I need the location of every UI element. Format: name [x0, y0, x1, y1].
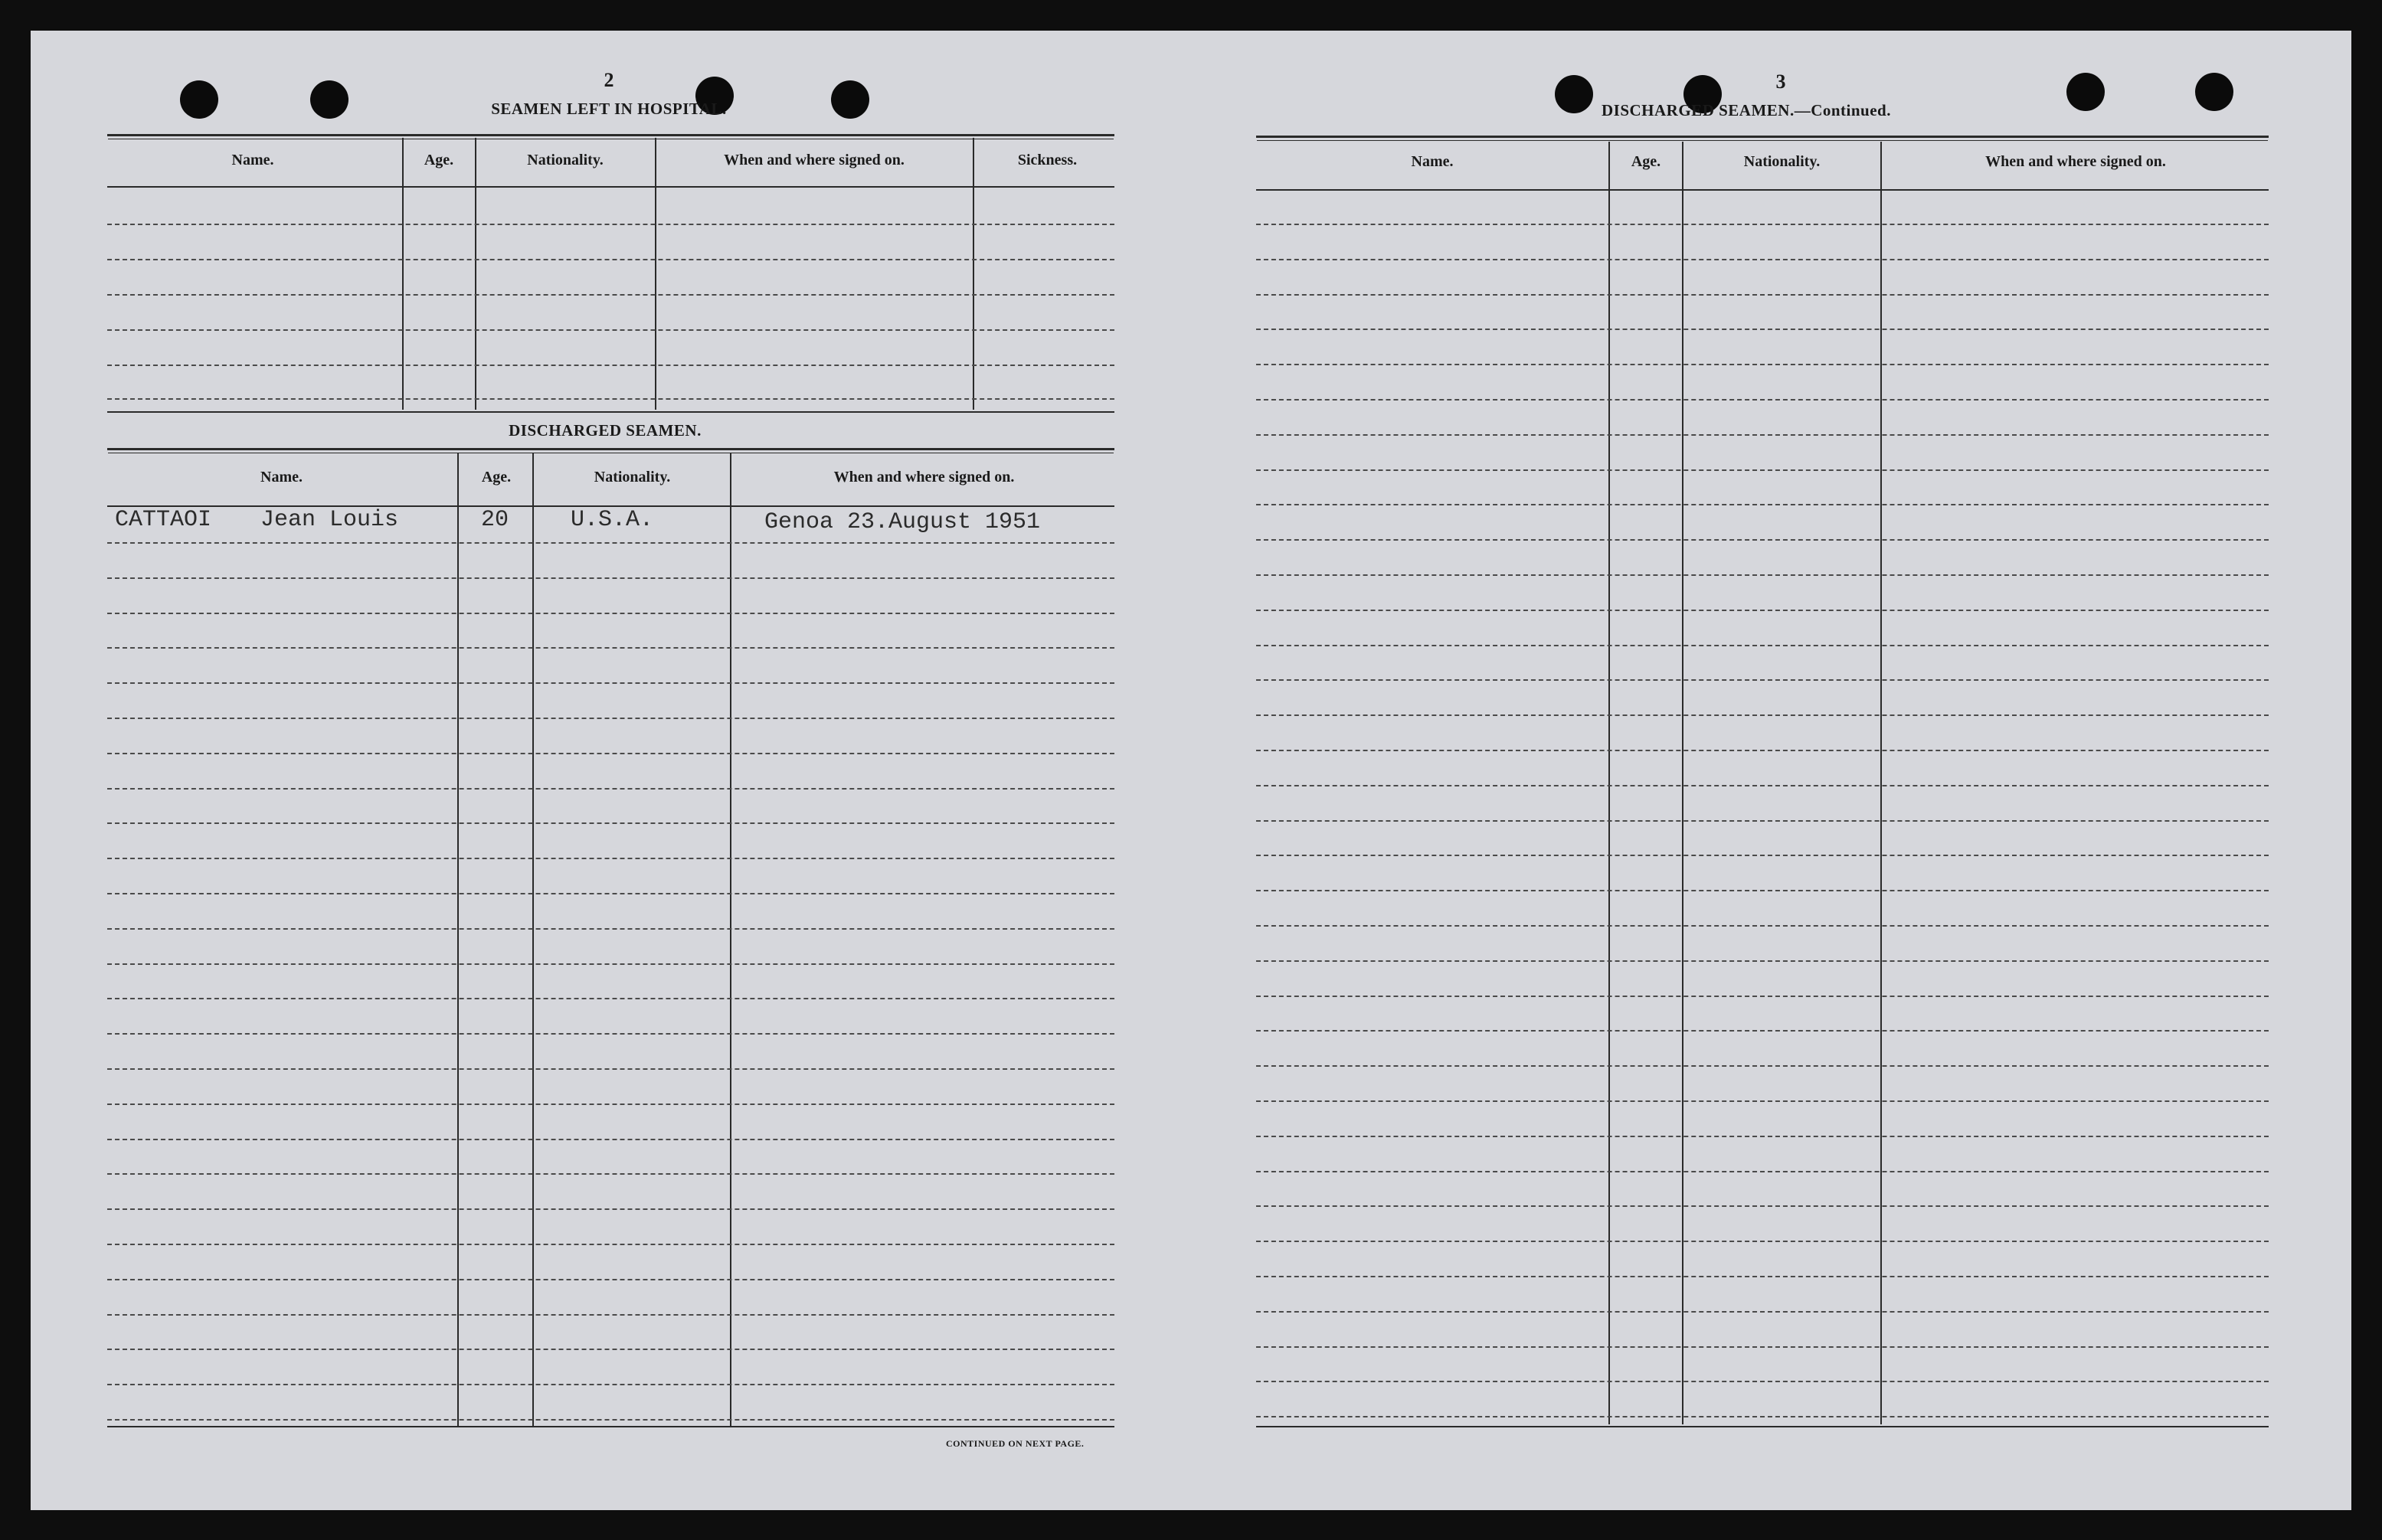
table-row: [1256, 329, 2269, 330]
table-row: [1256, 259, 2269, 260]
col-age: Age.: [481, 469, 512, 486]
seaman-given-names: Jean Louis: [260, 507, 399, 533]
right-page: [1256, 31, 2313, 1510]
table-row: [1256, 960, 2269, 962]
hospital-section-title: SEAMEN LEFT IN HOSPITAL.: [491, 100, 727, 118]
table-row: [1256, 434, 2269, 436]
table-row: [107, 259, 1114, 260]
table-row: [1256, 469, 2269, 471]
col-age: Age.: [1631, 153, 1661, 170]
table-row: [107, 928, 1114, 930]
header-underline: [1256, 189, 2269, 191]
table-row: [107, 1104, 1114, 1105]
table-row: [1256, 1205, 2269, 1207]
col-signed-on: When and where signed on.: [724, 152, 905, 168]
table-row: [1256, 1241, 2269, 1242]
table-row: [107, 577, 1114, 579]
table-row: [107, 858, 1114, 859]
table-row: [107, 613, 1114, 614]
discharged-continued-title: DISCHARGED SEAMEN.—Continued.: [1602, 101, 1891, 119]
table-row: [107, 682, 1114, 684]
col-sickness: Sickness.: [1017, 152, 1078, 168]
table-row: [107, 1349, 1114, 1350]
table-row: [1256, 785, 2269, 786]
table-row: [1256, 539, 2269, 541]
table-bottom-rule: [107, 411, 1114, 413]
table-row: [107, 998, 1114, 999]
col-name: Name.: [231, 152, 274, 168]
ledger-sheet: [31, 31, 2351, 1510]
table-row: [1256, 679, 2269, 681]
col-nationality: Nationality.: [1743, 153, 1821, 170]
table-row: [1256, 1416, 2269, 1417]
table-row: [107, 1384, 1114, 1385]
table-row: [107, 753, 1114, 754]
col-name: Name.: [1411, 153, 1454, 170]
continued-note: CONTINUED ON NEXT PAGE.: [946, 1438, 1085, 1449]
table-row: [1256, 504, 2269, 505]
column-divider: [973, 138, 974, 410]
table-row: [1256, 1346, 2269, 1348]
seaman-nationality: U.S.A.: [571, 507, 654, 533]
col-age: Age.: [424, 152, 454, 168]
table-row: [107, 1139, 1114, 1140]
table-row: [107, 1314, 1114, 1316]
table-row: [1256, 294, 2269, 296]
seaman-age: 20: [481, 507, 509, 533]
column-divider: [402, 138, 404, 410]
table-row: [107, 822, 1114, 824]
table-row: [1256, 890, 2269, 891]
table-row: [1256, 1276, 2269, 1277]
table-top-rule: [1256, 136, 2269, 138]
table-row: [107, 788, 1114, 790]
table-bottom-rule: [107, 1426, 1114, 1427]
table-bottom-rule: [1256, 1426, 2269, 1427]
table-row: [107, 647, 1114, 649]
table-row: [107, 1279, 1114, 1280]
col-name: Name.: [260, 469, 303, 486]
table-row: [107, 398, 1114, 400]
table-row: [107, 1244, 1114, 1245]
column-divider: [475, 138, 476, 410]
table-row: [1256, 645, 2269, 646]
table-row: [1256, 1171, 2269, 1172]
column-divider: [1608, 142, 1610, 1424]
table-row: [107, 542, 1114, 544]
table-row: [107, 329, 1114, 331]
table-row: [1256, 925, 2269, 927]
page-number: 3: [1775, 70, 1786, 93]
table-row: [107, 294, 1114, 296]
table-row: [1256, 610, 2269, 611]
seaman-signed-on: Genoa 23.August 1951: [764, 509, 1041, 535]
table-row: [107, 963, 1114, 965]
column-divider: [1880, 142, 1882, 1424]
table-row: [1256, 1381, 2269, 1382]
table-row: [107, 365, 1114, 366]
column-divider: [1682, 142, 1683, 1424]
table-row: [107, 893, 1114, 894]
column-divider: [655, 138, 656, 410]
table-row: [1256, 855, 2269, 856]
table-row: [107, 1419, 1114, 1421]
page-number: 2: [604, 69, 614, 91]
header-underline: [107, 186, 1114, 188]
table-row: [1256, 1030, 2269, 1032]
table-row: [1256, 224, 2269, 225]
table-row: [107, 1208, 1114, 1210]
col-nationality: Nationality.: [594, 469, 671, 486]
table-row: [1256, 1065, 2269, 1067]
discharged-section-title: DISCHARGED SEAMEN.: [509, 421, 702, 440]
table-top-rule: [107, 134, 1114, 136]
table-row: [107, 1068, 1114, 1070]
col-signed-on: When and where signed on.: [833, 469, 1015, 486]
table-row: [1256, 714, 2269, 716]
table-top-rule: [107, 448, 1114, 450]
table-row: [1256, 750, 2269, 751]
table-row: [107, 1173, 1114, 1175]
table-row: [1256, 399, 2269, 401]
col-signed-on: When and where signed on.: [1985, 153, 2166, 170]
table-row: [107, 224, 1114, 225]
table-row: [1256, 1136, 2269, 1137]
col-nationality: Nationality.: [527, 152, 604, 168]
left-page: [107, 31, 1149, 1510]
table-row: [1256, 1100, 2269, 1102]
table-row: [1256, 574, 2269, 576]
seaman-surname: CATTAOI: [115, 507, 212, 533]
table-row: [107, 718, 1114, 719]
table-row: [1256, 364, 2269, 365]
table-row: [1256, 1311, 2269, 1313]
table-row: [107, 1033, 1114, 1035]
table-row: [1256, 996, 2269, 997]
table-row: [1256, 820, 2269, 822]
